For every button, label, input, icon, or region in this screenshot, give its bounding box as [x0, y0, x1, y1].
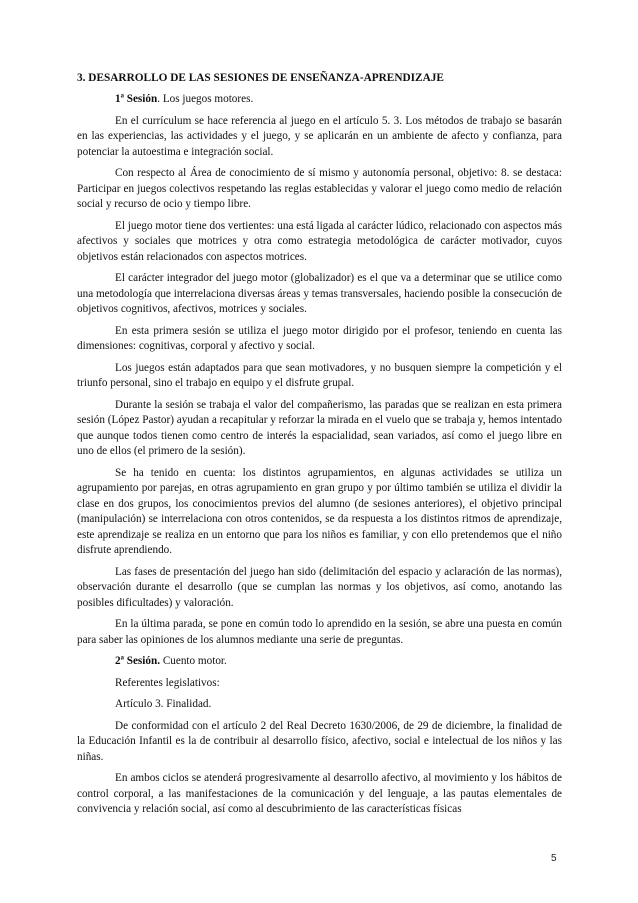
- paragraph: En ambos ciclos se atenderá progresivamente al desarrollo afectivo, al movimiento y los hábitos de control corporal, a las manifestaciones de la comunicación y del lenguaje, a las pautas elementales de convivencia y relación social, así como al descubrimiento de las características físicas: [77, 772, 562, 815]
- session-2-heading: [77, 654, 562, 670]
- paragraph: Los juegos están adaptados para que sean motivadores, y no busquen siempre la competición y el triunfo personal, sino el trabajo en equipo y el disfrute grupal.: [77, 361, 562, 389]
- paragraph: De conformidad con el artículo 2 del Real Decreto 1630/2006, de 29 de diciembre, la finalidad de la Educación Infantil es la de contribuir al desarrollo físico, afectivo, social e intelectual de los niños y las niñas.: [77, 719, 562, 763]
- paragraph: En esta primera sesión se utiliza el juego motor dirigido por el profesor, teniendo en cuenta las dimensiones: cognitivas, corporal y afectivo y social.: [77, 324, 562, 352]
- paragraph: Con respecto al Área de conocimiento de sí mismo y autonomía personal, objetivo: 8. se destaca: Participar en juegos colectivos respetando las reglas establecidas y valorar el juego como medio de relación social y recurso de ocio y tiempo libre.: [77, 167, 562, 210]
- paragraph: El carácter integrador del juego motor (globalizador) es el que va a determinar que se utilice como una metodología que interrelaciona diversas áreas y temas transversales, haciendo posible la consecución de objetivos cognitivos, afectivos, motrices y sociales.: [77, 272, 562, 315]
- paragraph: Durante la sesión se trabaja el valor del compañerismo, las paradas que se realizan en esta primera sesión (López Pastor) ayudan a recapitular y reforzar la mirada en el vuelo que se trabaja y, hemos intentado que aunque todos tienen como centro de interés la espacialidad, sean variados, así como el juego libre en uno de ellos (el primero de la sesión).: [77, 398, 562, 457]
- section-heading: 3. DESARROLLO DE LAS SESIONES DE ENSEÑANZA-APRENDIZAJE: [77, 72, 444, 84]
- paragraph: Artículo 3. Finalidad.: [115, 698, 212, 710]
- session-1-title: . Los juegos motores.: [157, 93, 254, 105]
- session-2-title: Cuento motor.: [160, 655, 227, 667]
- paragraph: El juego motor tiene dos vertientes: una está ligada al carácter lúdico, relacionado con aspectos más afectivos y sociales que motrices y otra como estrategia metodológica de carácter motivador, cuyos objetivos están relacionados con aspectos motrices.: [77, 219, 562, 263]
- paragraph: En la última parada, se pone en común todo lo aprendido en la sesión, se abre una puesta en común para saber las opiniones de los alumnos mediante una serie de preguntas.: [77, 618, 562, 646]
- session-1-heading: [77, 92, 562, 108]
- paragraph: Se ha tenido en cuenta: los distintos agrupamientos, en algunas actividades se utiliza un agrupamiento por parejas, en otras agrupamiento en gran grupo y por último también se utiliza el dividir la clase en dos grupos, los conocimientos previos del alumno (de sesiones anteriores), el objetivo principal (manipulación) se interrelaciona con otros contenidos, se da respuesta a los distintos ritmos de aprendizaje, este aprendizaje se realiza en un entorno que para los niños es familiar, y con ello pretendemos que el niño disfrute aprendiendo.: [77, 466, 562, 556]
- paragraph: Las fases de presentación del juego han sido (delimitación del espacio y aclaración de las normas), observación durante el desarrollo (que se cumplan las normas y los objetivos, así como, anotando las posibles dificultades) y valoración.: [77, 565, 562, 609]
- paragraph: Referentes legislativos:: [115, 676, 220, 689]
- page-number: 5: [551, 853, 557, 864]
- paragraph: En el currículum se hace referencia al juego en el artículo 5. 3. Los métodos de trabajo se basarán en las experiencias, las actividades y el juego, y se aplicarán en un ambiente de afecto y confianza, para potenciar la autoestima e integración social.: [77, 114, 562, 158]
- session-1-label: 1ª Sesión: [115, 93, 158, 105]
- session-2-label: 2ª Sesión.: [115, 655, 161, 667]
- document-page: [77, 71, 562, 824]
